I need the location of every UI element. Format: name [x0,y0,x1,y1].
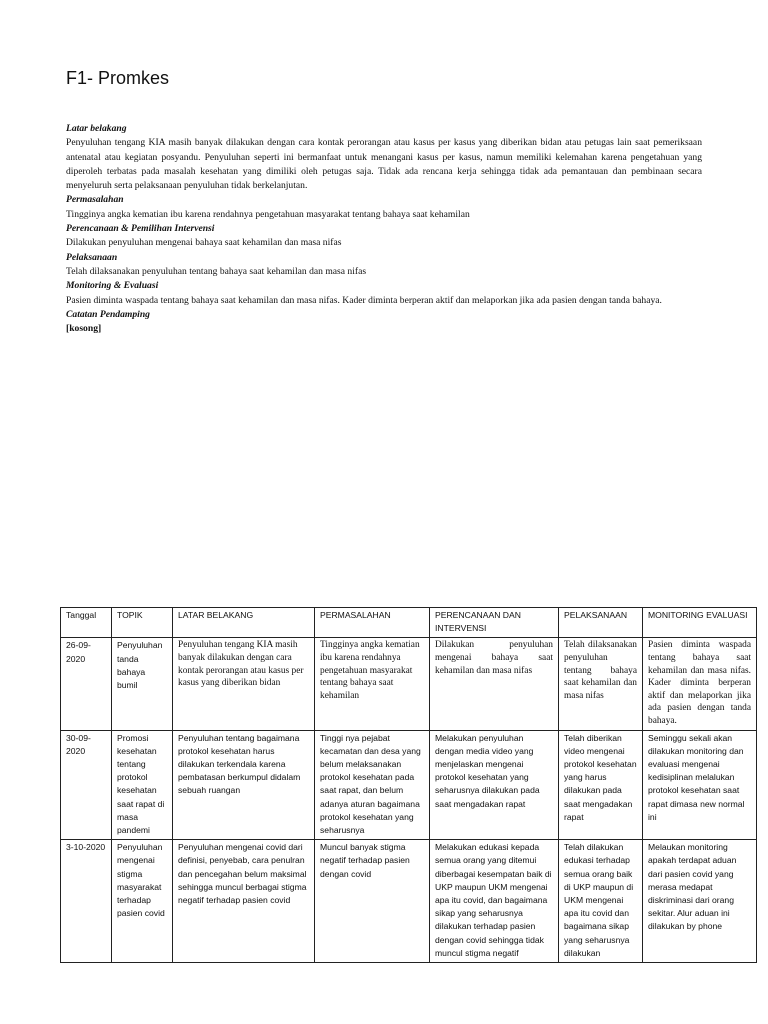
cell-topik: Penyuluhan tanda bahaya bumil [112,638,173,730]
header-tanggal: Tanggal [61,608,112,638]
cell-latar-belakang: Penyuluhan tengang KIA masih banyak dilakukan dengan cara kontak perorangan atau kasus per kasus yang diberikan bidan [173,638,315,730]
cell-monitoring: Pasien diminta waspada tentang bahaya saat kehamilan dan masa nifas. Kader diminta berperan aktif dan melaporkan jika ada pasien dengan tanda bahaya. [643,638,757,730]
cell-pelaksanaan: Telah diberikan video mengenai protokol kesehatan yang harus dilakukan pada saat mengadakan rapat [559,730,643,840]
section-heading-pelaksanaan: Pelaksanaan [66,251,118,263]
cell-perencanaan: Dilakukan penyuluhan mengenai bahaya saat kehamilan dan masa nifas [430,638,559,730]
section-body-perencanaan: Dilakukan penyuluhan mengenai bahaya saat kehamilan dan masa nifas [66,237,342,249]
table-header-row [61,608,757,638]
cell-permasalahan: Muncul banyak stigma negatif terhadap pasien dengan covid [315,840,430,963]
header-pelaksanaan: PELAKSANAAN [559,608,643,638]
report-body [66,122,702,336]
cell-perencanaan: Melakukan penyuluhan dengan media video yang menjelaskan mengenai protokol kesehatan yang seharusnya dilakukan pada saat mengadakan rapat [430,730,559,840]
header-monitoring: MONITORING EVALUASI [643,608,757,638]
cell-topik: Penyuluhan mengenai stigma masyarakat terhadap pasien covid [112,840,173,963]
cell-pelaksanaan: Telah dilakukan edukasi terhadap semua orang baik di UKP maupun di UKM mengenai apa itu covid dan bagaimana sikap yang seharusnya dilakukan [559,840,643,963]
section-heading-latar-belakang: Latar belakang [66,123,127,134]
section-body-catatan: [kosong] [66,323,102,335]
cell-pelaksanaan: Telah dilaksanakan penyuluhan tentang bahaya saat kehamilan dan masa nifas [559,638,643,730]
activity-table [60,607,757,963]
cell-latar-belakang: Penyuluhan tentang bagaimana protokol kesehatan harus dilakukan terkendala karena pembatasan berkumpul didalam sebuah ruangan [173,730,315,840]
cell-tanggal: 30-09-2020 [61,730,112,840]
cell-permasalahan: Tinggi nya pejabat kecamatan dan desa yang belum melaksanakan protokol kesehatan pada saat rapat, dan belum adanya aturan bagaimana protokol kesehatan yang seharusnya [315,730,430,840]
section-heading-monitoring: Monitoring & Evaluasi [66,280,159,292]
cell-monitoring: Melaukan monitoring apakah terdapat aduan dari pasien covid yang merasa medapat diskriminasi dari orang sekitar. Alur aduan ini dilakukan by phone [643,840,757,963]
section-body-permasalahan: Tingginya angka kematian ibu karena rendahnya pengetahuan masyarakat tentang bahaya saat kehamilan [66,208,470,220]
table-row [61,840,757,963]
section-body-latar-belakang: Penyuluhan tengang KIA masih banyak dilakukan dengan cara kontak perorangan atau kasus per kasus yang diberikan bidan atau petugas lain saat pemeriksaan antenatal atau kegiatan posyandu. Penyuluhan seperti ini bermanfaat untuk menangani kasus per kasus, namun memiliki kelemahan karena pengetahuan yang diperoleh terbatas pada masalah kesehatan yang dimiliki oleh petugas saja. Tidak ada rencana kerja sehingga tidak ada pemantauan dan pembinaan secara menyeluruh serta pelaksanaan penyuluhan tidak berkelanjutan. [66,137,702,192]
header-latar-belakang: LATAR BELAKANG [173,608,315,638]
section-heading-perencanaan: Perencanaan & Pemilihan Intervensi [66,223,215,235]
cell-latar-belakang: Penyuluhan mengenai covid dari definisi, penyebab, cara penulran dan pencegahan belum maksimal sehingga muncul berbagai stigma negatif terhadap pasien covid [173,840,315,963]
header-perencanaan: PERENCANAAN DAN INTERVENSI [430,608,559,638]
header-permasalahan: PERMASALAHAN [315,608,430,638]
cell-permasalahan: Tingginya angka kematian ibu karena rendahnya pengetahuan masyarakat tentang bahaya saat kehamilan [315,638,430,730]
cell-perencanaan: Melakukan edukasi kepada semua orang yang ditemui diberbagai kesempatan baik di UKP maupun UKM mengenai apa itu covid, dan bagaimana sikap yang seharusnya dilakukan terhadap pasien dengan covid sehingga tidak muncul stigma negatif [430,840,559,963]
cell-topik: Promosi kesehatan tentang protokol kesehatan saat rapat di masa pandemi [112,730,173,840]
section-body-monitoring: Pasien diminta waspada tentang bahaya saat kehamilan dan masa nifas. Kader diminta berperan aktif dan melaporkan jika ada pasien dengan tanda bahaya. [66,294,662,306]
cell-tanggal: 3-10-2020 [61,840,112,963]
header-topik: TOPIK [112,608,173,638]
document-title: F1- Promkes [66,68,170,88]
table-row [61,638,757,730]
table-row [61,730,757,840]
section-body-pelaksanaan: Telah dilaksanakan penyuluhan tentang bahaya saat kehamilan dan masa nifas [66,265,367,277]
section-heading-permasalahan: Permasalahan [66,194,124,206]
cell-tanggal: 26-09-2020 [61,638,112,730]
cell-monitoring: Seminggu sekali akan dilakukan monitoring dan evaluasi mengenai kedisiplinan melalukan protokol kesehatan saat rapat dimasa new normal ini [643,730,757,840]
section-heading-catatan: Catatan Pendamping [66,308,150,320]
